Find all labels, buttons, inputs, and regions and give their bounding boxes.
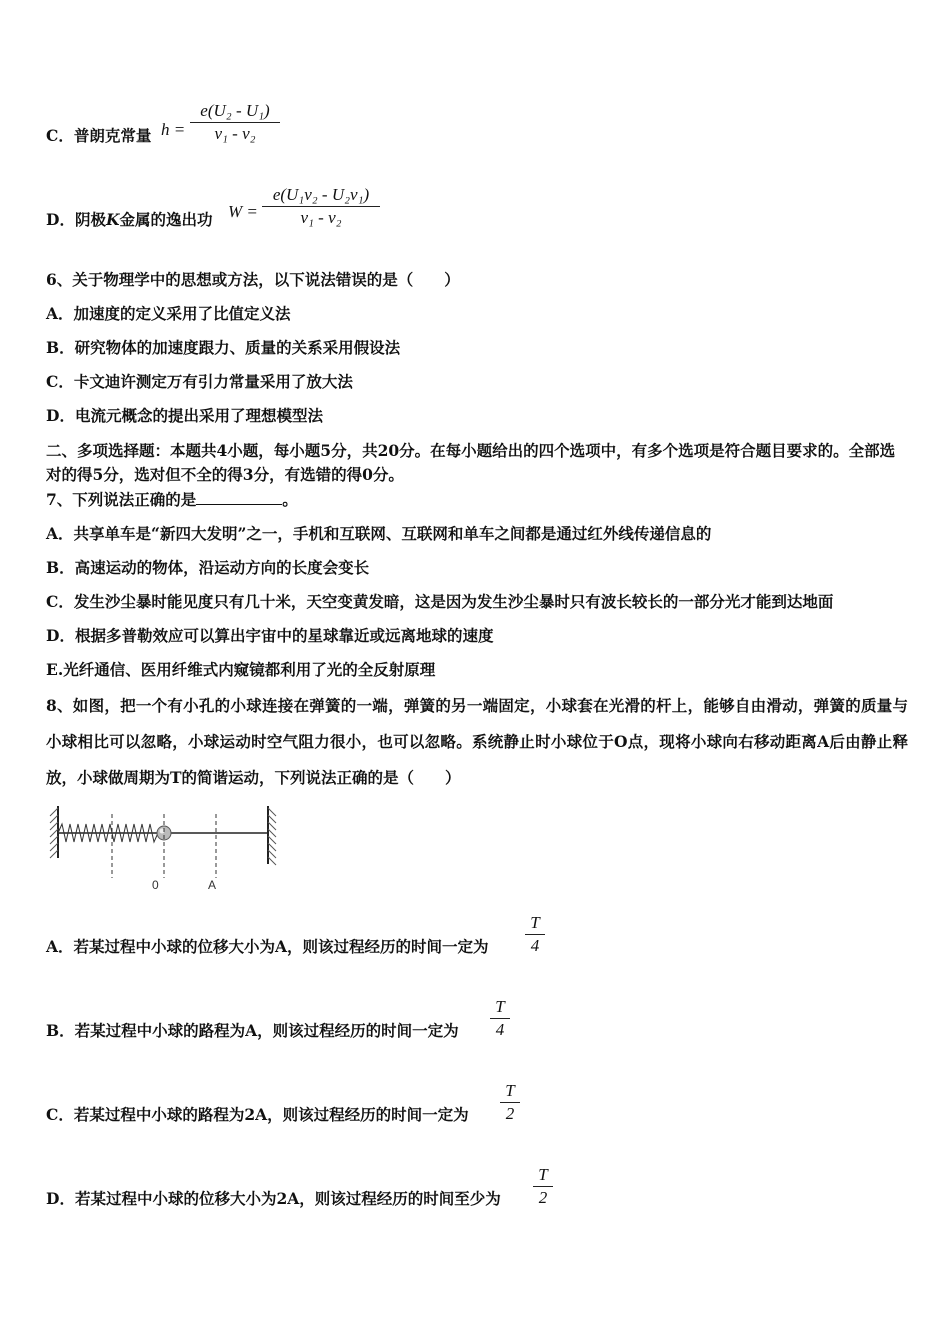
- q5-option-d-formula: [262, 184, 380, 229]
- q5-option-c-formula: [190, 100, 280, 145]
- q8-option-b-num: T: [490, 996, 510, 1019]
- q5-option-d: [46, 210, 212, 230]
- q6-option-d: D．电流元概念的提出采用了理想模型法: [46, 406, 323, 425]
- q8-option-c: [46, 1105, 469, 1125]
- q8-option-c-den: 2: [505, 1104, 515, 1123]
- section2-heading: 二、多项选择题：本题共4小题，每小题5分，共20分。在每小题给出的四个选项中，有多个选项是符合题目要求的。全部选对的得5分，选对但不全的得3分，有选错的得0分。: [46, 441, 896, 484]
- q5-option-d-numerator: e(U₁v₂ - U₂v₁): [262, 184, 380, 207]
- q7-option-d: D．根据多普勒效应可以算出宇宙中的星球靠近或远离地球的速度: [46, 626, 494, 645]
- q8-option-a-text: A．若某过程中小球的位移大小为A，则该过程经历的时间一定为: [46, 937, 489, 956]
- q8-option-c-num: T: [500, 1080, 520, 1103]
- q8-option-a: [46, 937, 489, 957]
- q5-option-c-label: C．普朗克常量: [46, 126, 152, 145]
- q8-option-a-den: 4: [530, 936, 540, 955]
- q8-option-d-num: T: [533, 1164, 553, 1187]
- q6-option-a: A．加速度的定义采用了比值定义法: [46, 304, 291, 323]
- q8-option-a-num: T: [525, 912, 545, 935]
- q6-option-b: B．研究物体的加速度跟力、质量的关系采用假设法: [46, 338, 401, 357]
- label-a: A: [208, 878, 217, 892]
- q5-option-d-k: K: [105, 210, 120, 229]
- q8-option-b-text: B．若某过程中小球的路程为A，则该过程经历的时间一定为: [46, 1021, 459, 1040]
- q7-option-b: B．高速运动的物体，沿运动方向的长度会变长: [46, 558, 370, 577]
- q7-stem-text: 7、下列说法正确的是: [46, 490, 197, 509]
- q6-option-c: C．卡文迪许测定万有引力常量采用了放大法: [46, 372, 353, 391]
- q5-option-c: [46, 126, 151, 146]
- q8-option-c-fraction: [500, 1080, 520, 1125]
- q8-stem: 8、如图，把一个有小孔的小球连接在弹簧的一端，弹簧的另一端固定，小球套在光滑的杆上，能够自由滑动，弹簧的质量与小球相比可以忽略，小球运动时空气阻力很小，也可以忽略。系统静止时小球位于O点，现将小球向右移动距离A后由静止释放，小球做周期为T的简谐运动，下列说法正确的是（ ）: [46, 696, 908, 787]
- q7-stem-end: 。: [282, 490, 298, 509]
- q7-option-e: E.光纤通信、医用纤维式内窥镜都利用了光的全反射原理: [46, 660, 436, 679]
- label-o: 0: [152, 878, 159, 892]
- q8-option-a-fraction: [525, 912, 545, 957]
- q5-option-d-label: D．阴极: [46, 210, 106, 229]
- q5-option-c-denominator: v₁ - v₂: [214, 124, 256, 143]
- q5-option-d-denominator: v₁ - v₂: [300, 208, 342, 227]
- q8-option-d-fraction: [533, 1164, 553, 1209]
- q5-option-d-lhs: W =: [228, 202, 258, 221]
- q5-option-c-numerator: e(U₂ - U₁): [190, 100, 280, 123]
- spring-oscillator-figure: [44, 800, 284, 895]
- q6-stem: 6、关于物理学中的思想或方法，以下说法错误的是（ ）: [46, 270, 460, 289]
- q5-option-d-label2: 金属的逸出功: [119, 210, 213, 229]
- q7-option-c: C．发生沙尘暴时能见度只有几十米，天空变黄发暗，这是因为发生沙尘暴时只有波长较长的一部分光才能到达地面: [46, 592, 834, 611]
- q7-stem: [46, 490, 298, 510]
- q8-option-b-den: 4: [495, 1020, 505, 1039]
- q7-answer-blank: [196, 490, 282, 505]
- q8-option-d-text: D．若某过程中小球的位移大小为2A，则该过程经历的时间至少为: [46, 1189, 501, 1208]
- q8-option-d: [46, 1189, 501, 1209]
- q8-option-c-text: C．若某过程中小球的路程为2A，则该过程经历的时间一定为: [46, 1105, 469, 1124]
- q7-option-a: A．共享单车是“新四大发明”之一，手机和互联网、互联网和单车之间都是通过红外线传递信息的: [46, 524, 712, 543]
- q8-option-b-fraction: [490, 996, 510, 1041]
- q5-option-c-lhs: h =: [161, 120, 186, 139]
- q8-option-b: [46, 1021, 459, 1041]
- q8-option-d-den: 2: [538, 1188, 548, 1207]
